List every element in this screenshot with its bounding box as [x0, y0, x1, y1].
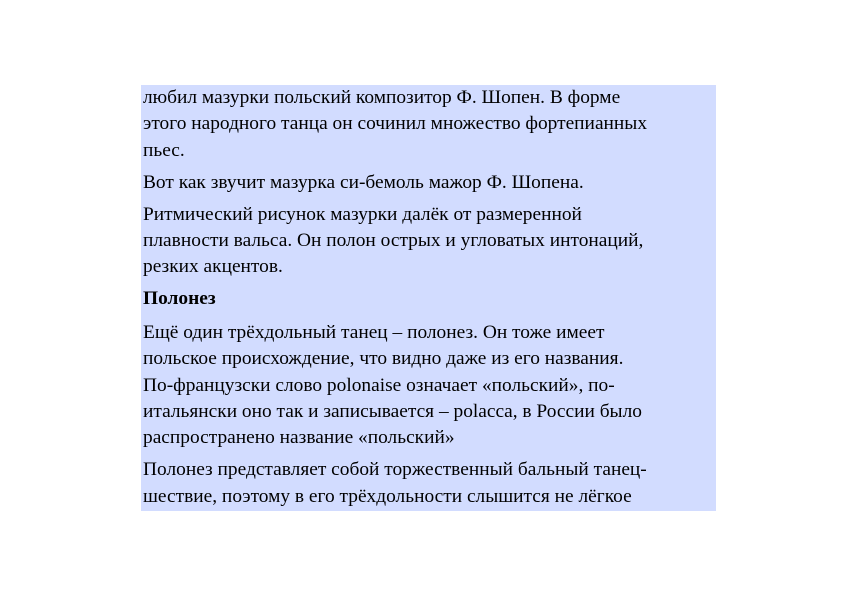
paragraph-mazurka-listen: Вот как звучит мазурка си-бемоль мажор Ф. Шопена.: [143, 171, 584, 193]
section-heading-polonaise: Полонез: [143, 288, 216, 310]
paragraph-polonaise-character: Полонез представляет собой торжественный бальный танец- шествие, поэтому в его трёхдольности слышится не лёгкое: [143, 459, 647, 507]
paragraph-mazurka-rhythm: Ритмический рисунок мазурки далёк от размеренной плавности вальса. Он полон острых и угловатых интонаций, резких акцентов.: [143, 203, 644, 278]
text-block: [141, 85, 716, 511]
paragraph-polonaise-origin: Ещё один трёхдольный танец – полонез. Он тоже имеет польское происхождение, что видно даже из его названия. По-французски слово polonaise означает «польский», по- итальянски оно так и записывается – polacca, в России было распространено название «польский»: [143, 321, 642, 449]
paragraph-mazurka-chopin: любил мазурки польский композитор Ф. Шопен. В форме этого народного танца он сочинил множество фортепианных пьес.: [143, 87, 648, 161]
